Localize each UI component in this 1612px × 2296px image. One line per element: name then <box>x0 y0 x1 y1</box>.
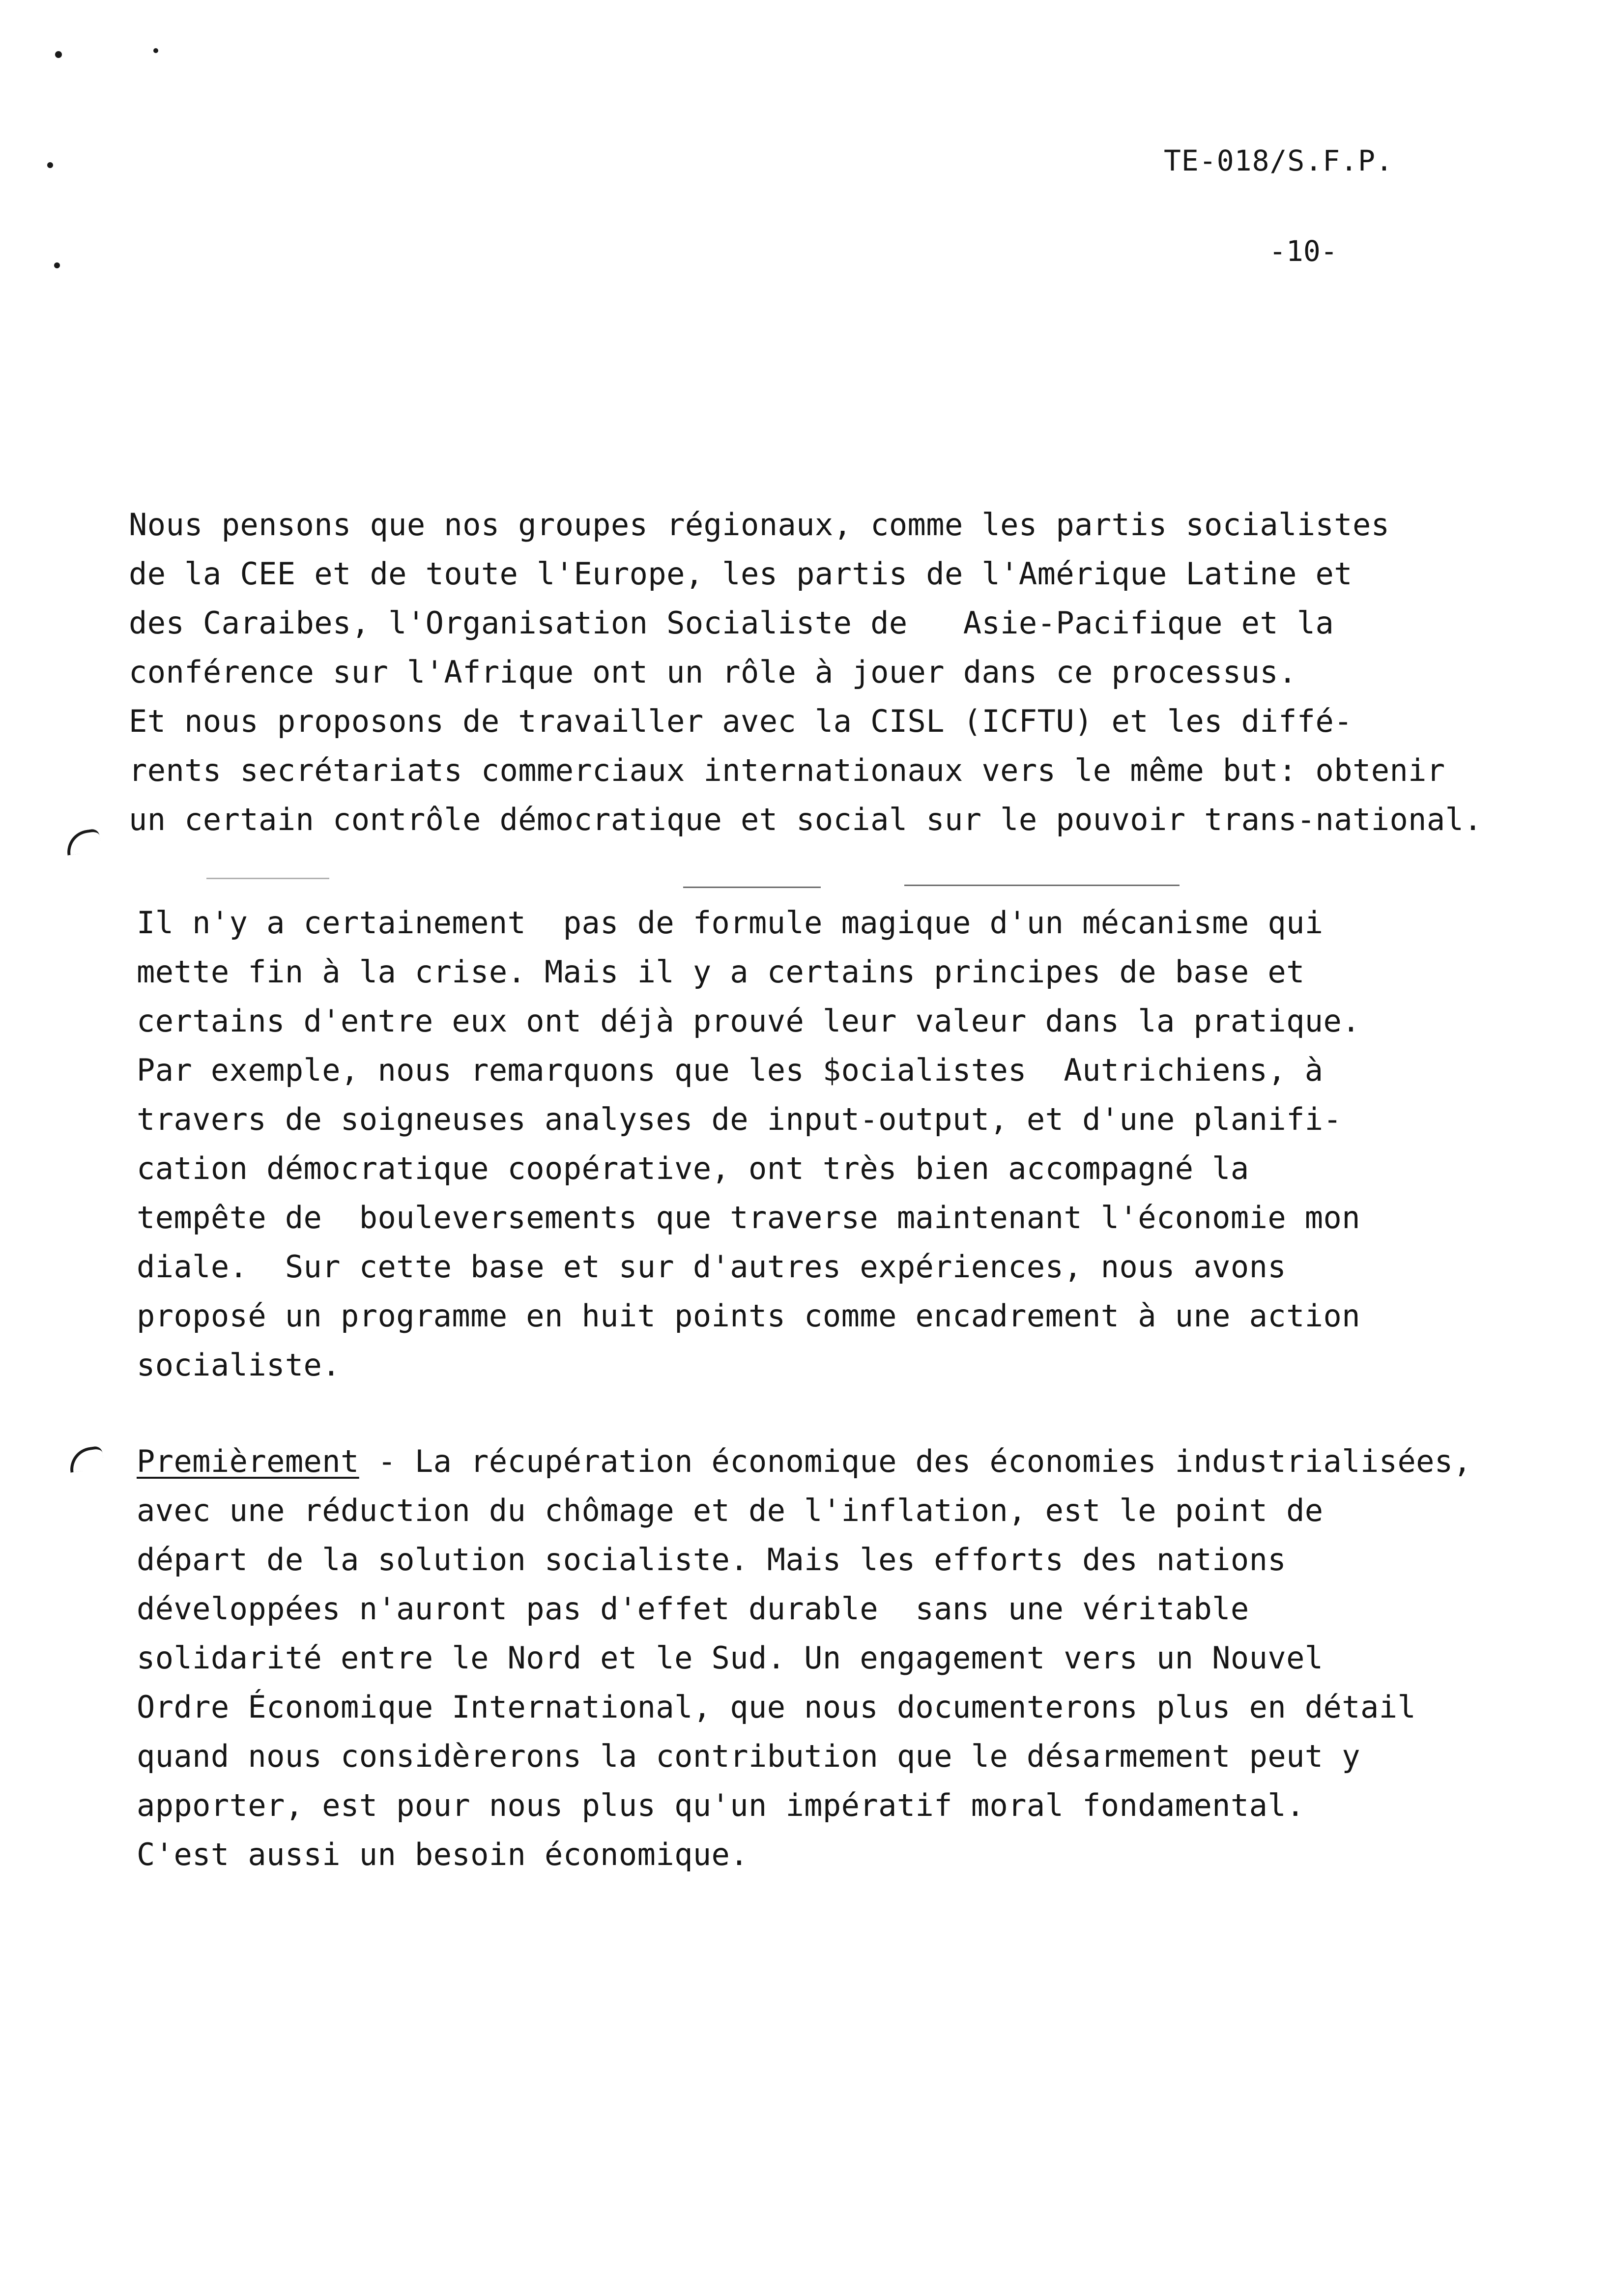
margin-mark <box>67 1445 105 1472</box>
scan-rule <box>683 887 821 888</box>
scan-rule <box>206 878 329 879</box>
text-line: proposé un programme en huit points comme encadrement à une action <box>137 1298 1360 1334</box>
text-line: Il n'y a certainement pas de formule magique d'un mécanisme qui <box>137 905 1324 941</box>
paragraph-regional-groups <box>129 500 1482 844</box>
text-line: Nous pensons que nos groupes régionaux, comme les partis socialistes <box>129 507 1390 543</box>
text-line: cation démocratique coopérative, ont très bien accompagné la <box>137 1150 1249 1186</box>
text-line-rest: - La récupération économique des économies industrialisées, <box>359 1443 1472 1479</box>
scan-speck <box>55 51 62 58</box>
text-line: certains d'entre eux ont déjà prouvé leur valeur dans la pratique. <box>137 1003 1360 1039</box>
scan-speck <box>47 162 53 168</box>
text-line: apporter, est pour nous plus qu'un impératif moral fondamental. <box>137 1787 1305 1823</box>
scan-rule <box>904 885 1180 886</box>
text-line: socialiste. <box>137 1347 341 1383</box>
text-line: avec une réduction du chômage et de l'inflation, est le point de <box>137 1492 1324 1528</box>
text-line: C'est aussi un besoin économique. <box>137 1837 748 1872</box>
text-line: quand nous considèrerons la contribution que le désarmement peut y <box>137 1738 1360 1774</box>
text-line: tempête de bouleversements que traverse maintenant l'économie mon <box>137 1200 1360 1235</box>
text-line: Et nous proposons de travailler avec la CISL (ICFTU) et les diffé- <box>129 703 1353 739</box>
text-line: des Caraibes, l'Organisation Socialiste de Asie-Pacifique et la <box>129 605 1334 641</box>
text-line: Ordre Économique International, que nous documenterons plus en détail <box>137 1689 1416 1725</box>
text-line: travers de soigneuses analyses de input-output, et d'une planifi- <box>137 1101 1342 1137</box>
text-line: conférence sur l'Afrique ont un rôle à jouer dans ce processus. <box>129 654 1297 690</box>
text-line: solidarité entre le Nord et le Sud. Un engagement vers un Nouvel <box>137 1640 1324 1676</box>
text-line: diale. Sur cette base et sur d'autres expériences, nous avons <box>137 1249 1287 1285</box>
text-line: rents secrétariats commerciaux internationaux vers le même but: obtenir <box>129 752 1445 788</box>
page-number: -10- <box>1269 234 1338 268</box>
text-line: développées n'auront pas d'effet durable sans une véritable <box>137 1591 1249 1627</box>
document-reference: TE-018/S.F.P. <box>1164 144 1393 177</box>
text-line: un certain contrôle démocratique et social sur le pouvoir trans-national. <box>129 802 1483 837</box>
scan-speck <box>54 262 60 268</box>
text-line: départ de la solution socialiste. Mais les efforts des nations <box>137 1542 1287 1578</box>
paragraph-premierement <box>137 1437 1471 1879</box>
margin-mark <box>64 828 102 855</box>
text-line: Par exemple, nous remarquons que les $ocialistes Autrichiens, à <box>137 1052 1324 1088</box>
text-line: mette fin à la crise. Mais il y a certains principes de base et <box>137 954 1305 990</box>
section-heading: Premièrement <box>137 1443 359 1479</box>
paragraph-basic-principles <box>137 898 1360 1390</box>
text-line: de la CEE et de toute l'Europe, les partis de l'Amérique Latine et <box>129 556 1353 592</box>
scan-speck <box>153 48 158 53</box>
text-line <box>137 1437 1471 1486</box>
